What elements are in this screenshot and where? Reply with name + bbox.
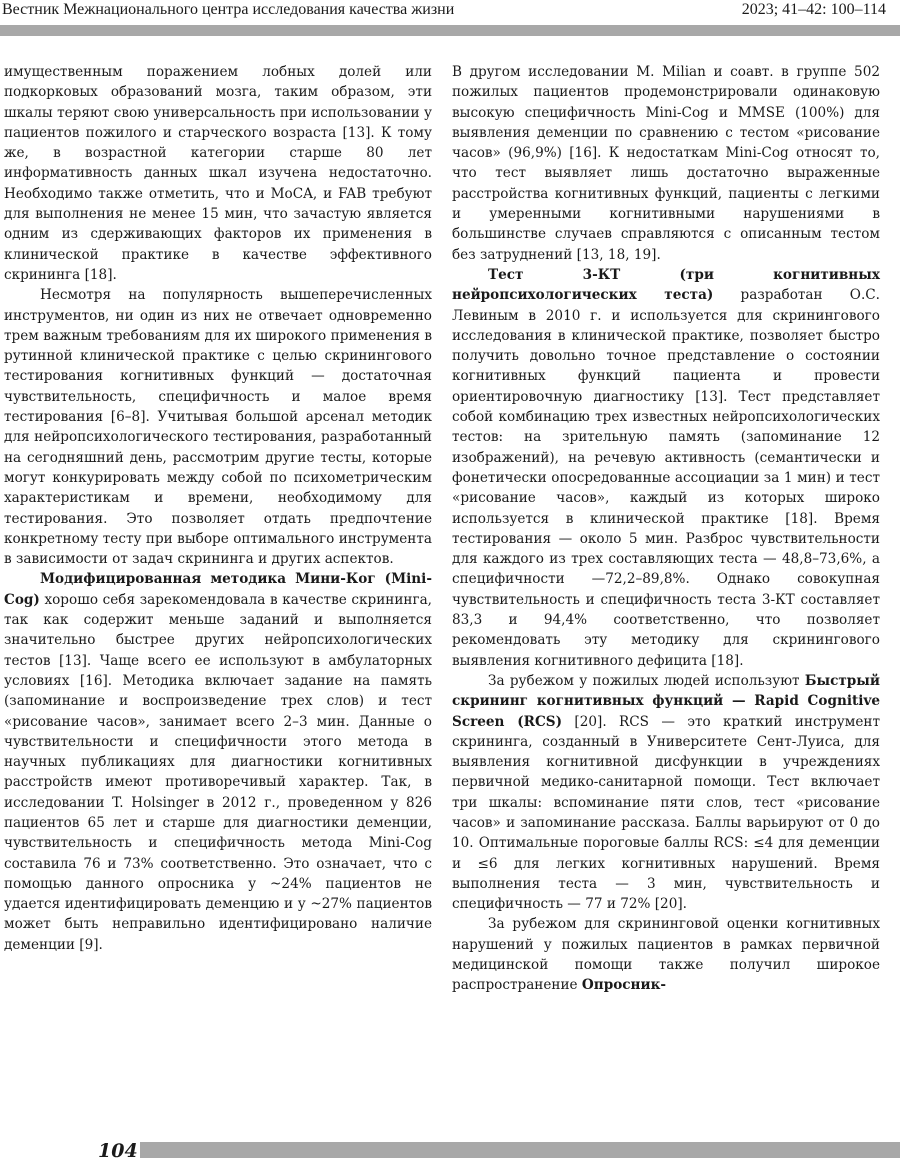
paragraph: Тест 3-КТ (три когнитивных нейропсихологических теста) разработан О.С. Левиным в 2010 г. и используется для скринингового исследования в клинической практике, позволяет быстро получить довольно точное представление о состоянии когнитивных функций пациента и провести ориентировочную диагностику [13]. Тест представляет собой комбинацию трех известных нейропсихологических тестов: на зрительную память (запоминание 12 изображений), на речевую активность (семантически и фонетически опосредованные ассоциации за 1 мин) и тест «рисование часов», каждый из которых широко используется в клинической практике [18]. Время тестирования — около 5 мин. Разброс чувствительности для каждого из трех составляющих теста — 48,8–73,6%, а специфичности —72,2–89,8%. Однако совокупная чувствительность и специфичность теста 3-КТ составляет 83,3 и 94,4% соответственно, что позволяет рекомендовать эту методику для скринингового выявления когнитивного дефицита [18]. — [452, 266, 880, 669]
paragraph: В другом исследовании M. Milian и соавт. в группе 502 пожилых пациентов продемонстрировали одинаковую высокую специфичность Mini-Cog и MMSE (100%) для выявления деменции по сравнению с тестом «рисование часов» (96,9%) [16]. К недостаткам Mini-Cog относят то, что тест выявляет лишь достаточно выраженные расстройства когнитивных функций, пациенты с легкими и умеренными когнитивными нарушениями в большинстве случаев справляются с описанным тестом без затруднений [13, 18, 19]. — [452, 64, 880, 263]
right-column — [452, 62, 880, 996]
term-heading: Опросник- — [581, 977, 667, 994]
issue-info: 2023; 41–42: 100–114 — [741, 1, 886, 18]
header-bar — [0, 25, 900, 36]
running-header — [0, 0, 900, 26]
footer-bar — [60, 1142, 900, 1158]
paragraph: За рубежом у пожилых людей используют Быстрый скрининг когнитивных функций — Rapid Cognitive Screen (RCS) [20]. RCS — это краткий инструмент скрининга, созданный в Университете Сент-Луиса, для выявления когнитивной дисфункции в учреждениях первичной медико-санитарной помощи. Тест включает три шкалы: вспоминание пяти слов, тест «рисование часов» и запоминание рассказа. Баллы варьируют от 0 до 10. Оптимальные пороговые баллы RCS: ≤4 для деменции и ≤6 для легких когнитивных нарушений. Время выполнения теста — 3 мин, чувствительность и специфичность — 77 и 72% [20]. — [452, 672, 880, 913]
term-heading: Тест 3-КТ (три когнитивных нейропсихологических теста) — [452, 266, 880, 304]
paragraph: Несмотря на популярность вышеперечисленных инструментов, ни один из них не отвечает одновременно трем важным требованиям для их широкого применения в рутинной клинической практике с целью скринингового тестирования когнитивных функций — достаточная чувствительность, специфичность и малое время тестирования [6–8]. Учитывая большой арсенал методик для нейропсихологического тестирования, разработанный на сегодняшний день, рассмотрим другие тесты, которые могут конкурировать между собой по психометрическим характеристикам и времени, необходимому для тестирования. Это позволяет отдать предпочтение конкретному тесту при выборе оптимального инструмента в зависимости от задач скрининга и других аспектов. — [4, 287, 432, 568]
paragraph: За рубежом для скрининговой оценки когнитивных нарушений у пожилых пациентов в рамках первичной медицинской помощи также получил широкое распространение Опросник- — [452, 916, 880, 994]
paragraph: имущественным поражением лобных долей или подкорковых образований мозга, таким образом, эти шкалы теряют свою универсальность при использовании у пациентов пожилого и старческого возраста [13]. К тому же, в возрастной категории старше 80 лет информативность данных шкал изучена недостаточно. Необходимо также отметить, что и MoCA, и FAB требуют для выполнения не менее 15 мин, что зачастую является одним из сдерживающих факторов их применения в клинической практике в качестве эффективного скрининга [18]. — [4, 64, 432, 283]
term-heading: Модифицированная методика Мини-Ког (Mini-Cog) — [4, 571, 432, 608]
journal-title: Вестник Межнационального центра исследования качества жизни — [2, 1, 455, 18]
term-heading: Быстрый скрининг когнитивных функций — Rapid Cognitive Screen (RCS) — [452, 672, 880, 730]
paragraph: Модифицированная методика Мини-Ког (Mini-Cog) хорошо себя зарекомендовала в качестве скрининга, так как содержит меньше заданий и выполняется значительно быстрее других нейропсихологических тестов [13]. Чаще всего ее используют в амбулаторных условиях [16]. Методика включает задание на память (запоминание и воспроизведение трех слов) и тест «рисование часов», занимает всего 2–3 мин. Данные о чувствительности и специфичности этого метода в научных публикациях для диагностики когнитивных расстройств имеют противоречивый характер. Так, в исследовании T. Holsinger в 2012 г., проведенном у 826 пациентов 65 лет и старше для диагностики деменции, чувствительность и специфичность метода Mini-Cog составила 76 и 73% соответственно. Это означает, что с помощью данного опросника у ~24% пациентов не удается идентифицировать деменцию и у ~27% пациентов может быть неправильно идентифицировано наличие деменции [9]. — [4, 571, 432, 953]
left-column — [4, 62, 432, 955]
page-number: 104 — [0, 1138, 140, 1164]
